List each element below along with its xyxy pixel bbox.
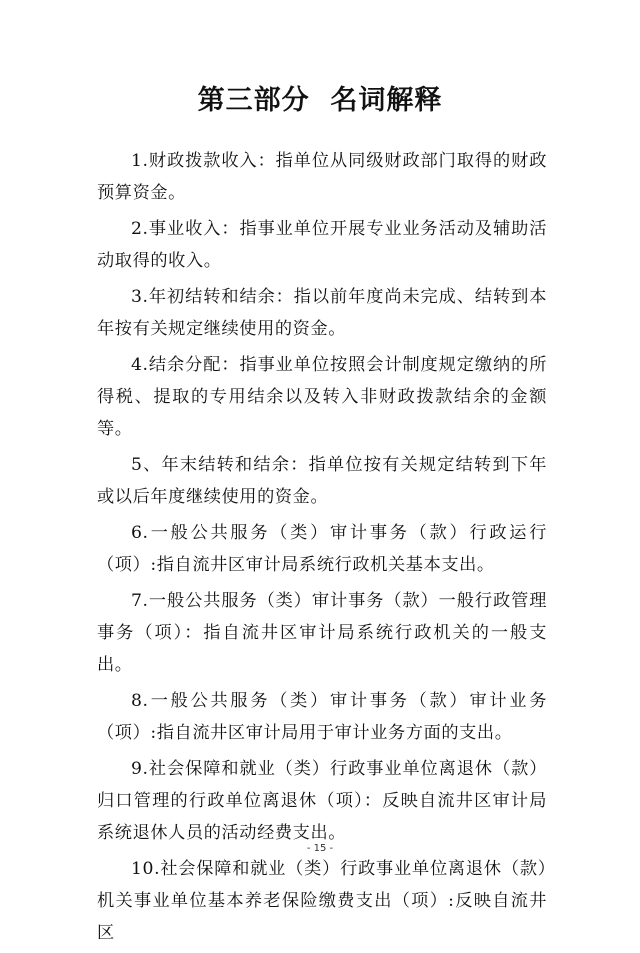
definition-item: 1.财政拨款收入：指单位从同级财政部门取得的财政预算资金。	[97, 151, 547, 203]
definition-item: 5、年末结转和结余：指单位按有关规定结转到下年或以后年度继续使用的资金。	[97, 455, 547, 507]
definition-item: 8.一般公共服务（类）审计事务（款）审计业务（项）:指自流井区审计局用于审计业务方面的支出。	[97, 691, 547, 743]
definition-item: 7.一般公共服务（类）审计事务（款）一般行政管理事务（项）：指自流井区审计局系统行政机关的一般支出。	[97, 591, 547, 675]
definition-item: 6.一般公共服务（类）审计事务（款）行政运行（项）:指自流井区审计局系统行政机关基本支出。	[97, 523, 547, 575]
definition-item: 4.结余分配：指事业单位按照会计制度规定缴纳的所得税、提取的专用结余以及转入非财政拨款结余的金额等。	[97, 355, 547, 439]
definitions-list	[97, 145, 547, 953]
page-number: - 15 -	[306, 843, 334, 854]
definition-item: 9.社会保障和就业（类）行政事业单位离退休（款）归口管理的行政单位离退休（项）：反映自流井区审计局系统退休人员的活动经费支出。	[97, 759, 547, 843]
definition-item: 3.年初结转和结余：指以前年度尚未完成、结转到本年按有关规定继续使用的资金。	[97, 287, 547, 339]
page-title: 第三部分 名词解释	[197, 85, 443, 116]
definition-item: 10.社会保障和就业（类）行政事业单位离退休（款）机关事业单位基本养老保险缴费支出（项）:反映自流井区	[97, 859, 547, 943]
definition-item: 2.事业收入：指事业单位开展专业业务活动及辅助活动取得的收入。	[97, 219, 547, 271]
